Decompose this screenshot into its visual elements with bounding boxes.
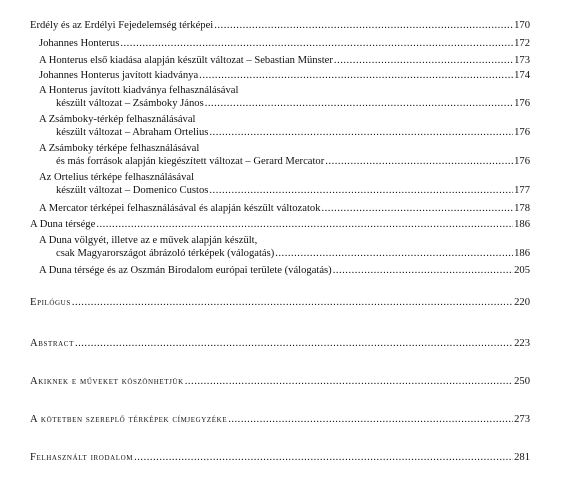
toc-page-number: 205: [514, 265, 530, 276]
toc-entry-honterus[interactable]: [0, 37, 563, 50]
toc-entry-title: A Mercator térképei felhasználásával és alapján készült változatok: [39, 203, 321, 214]
toc-entry-title-line2: készült változat – Zsámboky János: [56, 98, 204, 109]
toc-page-number: 173: [514, 55, 530, 66]
toc-page-number: 176: [514, 156, 530, 167]
toc-entry-title: Johannes Honterus javított kiadványa: [39, 70, 199, 81]
toc-page-number: 176: [514, 127, 530, 138]
toc-entry-title: Johannes Honterus: [39, 38, 120, 49]
toc-entry-title: Erdély és az Erdélyi Fejedelemség térképei: [30, 20, 214, 31]
toc-entry-title-line1: A Zsámboky térképe felhasználásával: [39, 143, 200, 154]
dot-leader: [228, 413, 513, 426]
toc-entry-mercator-valtozatok[interactable]: [0, 202, 563, 215]
dot-leader: [209, 184, 513, 197]
dot-leader: [275, 247, 513, 260]
dot-leader: [120, 37, 513, 50]
toc-entry-munster[interactable]: [0, 54, 563, 67]
toc-entry-akiknek[interactable]: [0, 375, 563, 388]
dot-leader: [214, 19, 513, 32]
toc-entry-mercator[interactable]: [0, 142, 563, 168]
toc-entry-title: Akiknek e műveket köszönhetjük: [30, 376, 184, 387]
toc-page-number: 176: [514, 98, 530, 109]
dot-leader: [75, 337, 513, 350]
toc-entry-duna-tersege[interactable]: [0, 218, 563, 231]
toc-entry-epilogus[interactable]: [0, 296, 563, 309]
toc-entry-title-line1: Az Ortelius térképe felhasználásával: [39, 172, 195, 183]
toc-entry-title: Abstract: [30, 338, 74, 349]
toc-entry-erdely[interactable]: [0, 19, 563, 32]
toc-entry-title: A Duna térsége és az Oszmán Birodalom európai területe (válogatás): [39, 265, 332, 276]
dot-leader: [96, 218, 513, 231]
toc-entry-irodalom[interactable]: [0, 451, 563, 464]
toc-page-number: 172: [514, 38, 530, 49]
toc-entry-title: A Duna térsége: [30, 219, 96, 230]
toc-entry-title-line2: készült változat – Abraham Ortelius: [56, 127, 209, 138]
dot-leader: [134, 451, 513, 464]
toc-entry-cimjegyzek[interactable]: [0, 413, 563, 426]
toc-entry-title-line2: csak Magyarországot ábrázoló térképek (válogatás): [56, 248, 275, 259]
dot-leader: [72, 296, 513, 309]
toc-entry-title-line1: A Honterus javított kiadványa felhasználásával: [39, 85, 239, 96]
toc-page-number: 174: [514, 70, 530, 81]
toc-page-number: 281: [514, 452, 530, 463]
dot-leader: [185, 375, 513, 388]
toc-entry-custos[interactable]: [0, 171, 563, 197]
toc-entry-title: Felhasznált irodalom: [30, 452, 134, 463]
dot-leader: [209, 126, 513, 139]
toc-page-number: 186: [514, 248, 530, 259]
toc-entry-title-line1: A Zsámboky-térkép felhasználásával: [39, 114, 196, 125]
toc-page-number: 186: [514, 219, 530, 230]
toc-entry-title-line2: készült változat – Domenico Custos: [56, 185, 209, 196]
toc-page-number: 220: [514, 297, 530, 308]
dot-leader: [199, 69, 513, 82]
toc-entry-title-line2: és más források alapján kiegészített változat – Gerard Mercator: [56, 156, 325, 167]
toc-page-number: 170: [514, 20, 530, 31]
toc-entry-oszman[interactable]: [0, 264, 563, 277]
dot-leader: [325, 155, 513, 168]
toc-entry-duna-volgye[interactable]: [0, 234, 563, 260]
toc-entry-title: Epilógus: [30, 297, 71, 308]
dot-leader: [322, 202, 514, 215]
toc-entry-abstract[interactable]: [0, 337, 563, 350]
toc-page-number: 178: [514, 203, 530, 214]
toc-entry-ortelius[interactable]: [0, 113, 563, 139]
dot-leader: [205, 97, 513, 110]
toc-page-number: 177: [514, 185, 530, 196]
toc-page-number: 273: [514, 414, 530, 425]
toc-entry-honterus-javitott[interactable]: [0, 69, 563, 82]
toc-entry-title: A kötetben szereplő térképek címjegyzéke: [30, 414, 228, 425]
toc-entry-zsamboky[interactable]: [0, 84, 563, 110]
dot-leader: [334, 54, 513, 67]
toc-page-number: 223: [514, 338, 530, 349]
dot-leader: [333, 264, 513, 277]
toc-entry-title-line1: A Duna völgyét, illetve az e művek alapján készült,: [39, 235, 258, 246]
toc-page-number: 250: [514, 376, 530, 387]
toc-entry-title: A Honterus első kiadása alapján készült változat – Sebastian Münster: [39, 55, 333, 66]
